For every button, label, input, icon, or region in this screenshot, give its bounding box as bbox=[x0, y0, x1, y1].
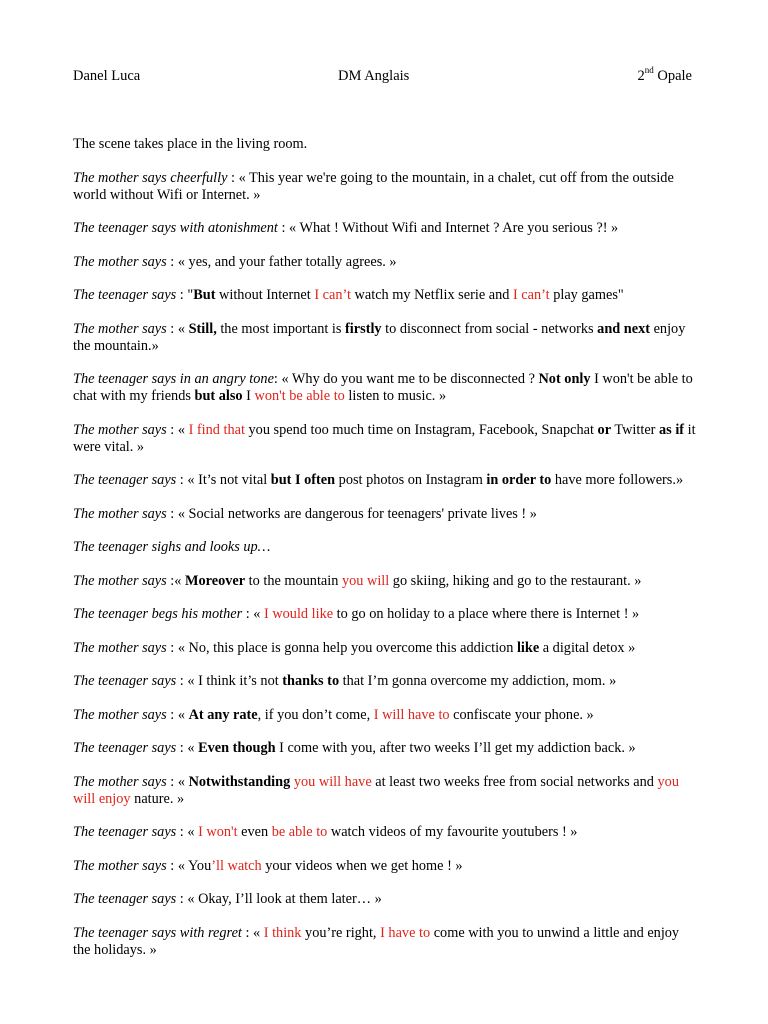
text-run: : « Okay, I’ll look at them later… » bbox=[176, 891, 382, 907]
text-run: the most important is bbox=[216, 320, 346, 337]
stage-direction: The mother says bbox=[73, 572, 167, 589]
text-run: : « bbox=[166, 320, 189, 337]
dialogue-paragraph bbox=[73, 220, 698, 237]
text-run: that I’m gonna overcome my addiction, mom. » bbox=[339, 673, 617, 689]
text-run: come with you to unwind a little and enjoy the holidays. » bbox=[73, 924, 680, 958]
text-run: : « I think it’s not bbox=[176, 673, 283, 689]
stage-direction: The mother says cheerfully bbox=[73, 169, 228, 186]
text-run: : « bbox=[176, 740, 199, 756]
text-run: The scene takes place in the living room. bbox=[73, 136, 308, 152]
highlighted-phrase: ’ll watch bbox=[211, 857, 262, 874]
text-run: your videos when we get home ! » bbox=[261, 857, 463, 874]
dialogue-paragraph bbox=[73, 891, 698, 908]
bold-connector: in order to bbox=[486, 472, 552, 488]
text-run: : « yes, and your father totally agrees. » bbox=[166, 253, 397, 270]
text-run: : « bbox=[166, 773, 189, 790]
text-run: it were vital. » bbox=[73, 421, 696, 455]
text-run: go skiing, hiking and go to the restaurant. » bbox=[389, 572, 642, 589]
stage-direction: The teenager says with atonishment bbox=[73, 220, 278, 236]
stage-direction: The teenager sighs and looks up… bbox=[73, 539, 271, 555]
text-run: Twitter bbox=[611, 421, 660, 438]
highlighted-phrase: I will have to bbox=[373, 706, 450, 723]
text-run: at least two weeks free from social networks and bbox=[371, 773, 658, 790]
bold-connector: Not only bbox=[538, 371, 591, 387]
text-run: :« bbox=[166, 572, 185, 589]
stage-direction: The mother says bbox=[73, 639, 167, 656]
highlighted-phrase: I have to bbox=[380, 924, 431, 941]
text-run: you’re right, bbox=[301, 924, 381, 941]
stage-direction: The mother says bbox=[73, 253, 167, 270]
text-run: you spend too much time on Instagram, Facebook, Snapchat bbox=[244, 421, 598, 438]
text-run: I bbox=[242, 388, 255, 404]
bold-connector: At any rate bbox=[188, 706, 258, 723]
dialogue-body bbox=[73, 136, 698, 975]
text-run: to the mountain bbox=[245, 572, 342, 589]
bold-connector: firstly bbox=[345, 320, 382, 337]
stage-direction: The teenager begs his mother bbox=[73, 606, 243, 622]
text-run: : « bbox=[176, 824, 199, 840]
highlighted-phrase: you will have bbox=[293, 773, 372, 790]
stage-direction: The mother says bbox=[73, 857, 167, 874]
bold-connector: as if bbox=[659, 421, 685, 438]
stage-direction: The teenager says bbox=[73, 673, 177, 689]
dialogue-paragraph bbox=[73, 858, 698, 875]
bold-connector: Even though bbox=[198, 740, 276, 756]
text-run: : « bbox=[166, 421, 189, 438]
highlighted-phrase: you will enjoy bbox=[73, 773, 679, 807]
dialogue-paragraph bbox=[73, 422, 698, 456]
text-run: watch videos of my favourite youtubers ! » bbox=[327, 824, 578, 840]
stage-direction: The teenager says bbox=[73, 824, 177, 840]
class-number: 2 bbox=[637, 68, 645, 84]
dialogue-paragraph bbox=[73, 136, 698, 153]
dialogue-paragraph bbox=[73, 254, 698, 271]
dialogue-paragraph bbox=[73, 774, 698, 808]
class-name: Opale bbox=[653, 68, 692, 84]
highlighted-phrase: I would like bbox=[264, 606, 334, 622]
text-run: have more followers.» bbox=[551, 472, 684, 488]
bold-connector: Moreover bbox=[185, 572, 246, 589]
text-run: post photos on Instagram bbox=[335, 472, 487, 488]
stage-direction: The teenager says with regret bbox=[73, 924, 242, 941]
stage-direction: The mother says bbox=[73, 320, 167, 337]
highlighted-phrase: I can’t bbox=[512, 287, 550, 303]
dialogue-paragraph bbox=[73, 673, 698, 690]
text-run: a digital detox » bbox=[539, 639, 636, 656]
highlighted-phrase: I think bbox=[263, 924, 302, 941]
text-run: : « It’s not vital bbox=[176, 472, 271, 488]
text-run: to go on holiday to a place where there is Internet ! » bbox=[333, 606, 640, 622]
stage-direction: The teenager says bbox=[73, 891, 177, 907]
bold-connector: Still, bbox=[188, 320, 217, 337]
dialogue-paragraph bbox=[73, 506, 698, 523]
highlighted-phrase: I won't bbox=[198, 824, 238, 840]
text-run: : « Social networks are dangerous for teenagers' private lives ! » bbox=[166, 505, 537, 522]
bold-connector: or bbox=[597, 421, 612, 438]
author-name: Danel Luca bbox=[73, 68, 141, 84]
bold-connector: But bbox=[193, 287, 216, 303]
dialogue-paragraph bbox=[73, 740, 698, 757]
dialogue-paragraph bbox=[73, 170, 698, 204]
bold-connector: but I often bbox=[270, 472, 336, 488]
text-run: without Internet bbox=[215, 287, 315, 303]
highlighted-phrase: won't be able to bbox=[254, 388, 345, 404]
stage-direction: The mother says bbox=[73, 421, 167, 438]
dialogue-paragraph bbox=[73, 824, 698, 841]
text-run: : « This year we're going to the mountain, in a chalet, cut off from the outside world without Wifi or Internet. » bbox=[73, 169, 674, 203]
highlighted-phrase: I find that bbox=[188, 421, 245, 438]
class-ordinal-suffix: nd bbox=[644, 65, 654, 76]
highlighted-phrase: you will bbox=[341, 572, 390, 589]
text-run: I won't be able to chat with my friends bbox=[73, 371, 693, 404]
text-run: , if you don’t come, bbox=[257, 706, 374, 723]
stage-direction: The teenager says bbox=[73, 287, 177, 303]
text-run: : « Why do you want me to be disconnected ? bbox=[273, 371, 539, 387]
stage-direction: The mother says bbox=[73, 706, 167, 723]
dialogue-paragraph bbox=[73, 606, 698, 623]
text-run: : « bbox=[242, 606, 264, 622]
text-run: enjoy the mountain.» bbox=[73, 320, 686, 354]
bold-connector: but also bbox=[194, 388, 243, 404]
page-header bbox=[73, 65, 692, 88]
stage-direction: The mother says bbox=[73, 505, 167, 522]
dialogue-paragraph bbox=[73, 321, 698, 355]
text-run: nature. » bbox=[130, 790, 185, 807]
dialogue-paragraph bbox=[73, 287, 698, 304]
document-title: DM Anglais bbox=[338, 68, 410, 84]
text-run: : « bbox=[166, 706, 189, 723]
text-run: watch my Netflix serie and bbox=[350, 287, 513, 303]
stage-direction: The teenager says bbox=[73, 740, 177, 756]
highlighted-phrase: I can’t bbox=[314, 287, 351, 303]
text-run: : " bbox=[176, 287, 194, 303]
dialogue-paragraph bbox=[73, 707, 698, 724]
text-run: to disconnect from social - networks bbox=[381, 320, 598, 337]
stage-direction: The teenager says in an angry tone bbox=[73, 371, 274, 387]
bold-connector: and next bbox=[597, 320, 651, 337]
text-run: : « bbox=[241, 924, 264, 941]
text-run: confiscate your phone. » bbox=[449, 706, 594, 723]
dialogue-paragraph bbox=[73, 573, 698, 590]
text-run: : « What ! Without Wifi and Internet ? Are you serious ?! » bbox=[277, 220, 619, 236]
dialogue-paragraph bbox=[73, 539, 698, 556]
text-run: listen to music. » bbox=[344, 388, 447, 404]
dialogue-paragraph bbox=[73, 925, 698, 959]
dialogue-paragraph bbox=[73, 371, 698, 405]
bold-connector: Notwithstanding bbox=[188, 773, 291, 790]
dialogue-paragraph bbox=[73, 640, 698, 657]
text-run: : « No, this place is gonna help you overcome this addiction bbox=[166, 639, 517, 656]
text-run: I come with you, after two weeks I’ll get my addiction back. » bbox=[275, 740, 636, 756]
bold-connector: like bbox=[516, 639, 540, 656]
dialogue-paragraph bbox=[73, 472, 698, 489]
stage-direction: The mother says bbox=[73, 773, 167, 790]
text-run: : « You bbox=[166, 857, 212, 874]
bold-connector: thanks to bbox=[282, 673, 340, 689]
highlighted-phrase: be able to bbox=[271, 824, 328, 840]
stage-direction: The teenager says bbox=[73, 472, 177, 488]
text-run: even bbox=[237, 824, 272, 840]
text-run: play games" bbox=[549, 287, 624, 303]
class-label bbox=[637, 65, 693, 85]
